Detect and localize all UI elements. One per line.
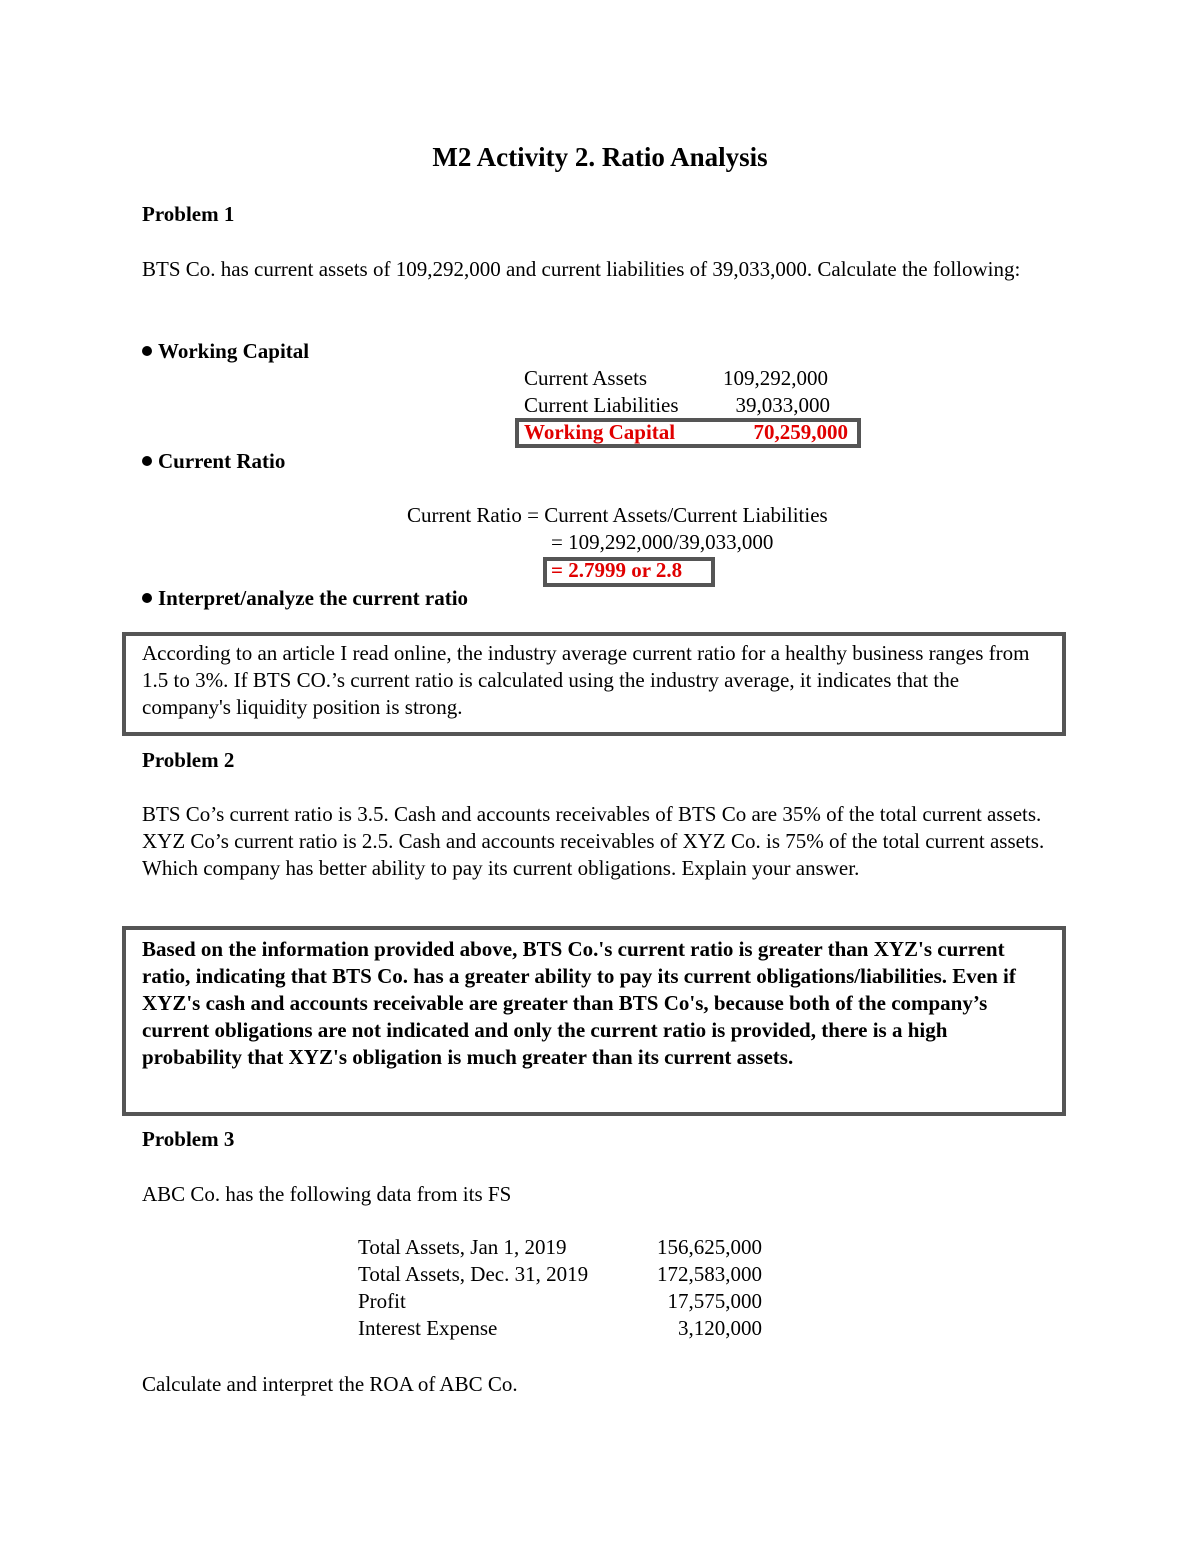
- bullet-label: Current Ratio: [158, 449, 286, 473]
- bullet-dot-icon: [142, 593, 152, 603]
- wc-result-row: [524, 420, 848, 446]
- problem-2-heading: Problem 2: [142, 748, 235, 772]
- bullet-label: Working Capital: [158, 339, 310, 363]
- wc-result-value: 70,259,000: [753, 420, 848, 444]
- roa-row-label: Total Assets, Dec. 31, 2019: [358, 1262, 589, 1286]
- roa-row-value: 172,583,000: [657, 1262, 762, 1286]
- cr-result: = 2.7999 or 2.8: [551, 558, 683, 582]
- bullet-working-capital: [142, 339, 309, 364]
- wc-assets-value: 109,292,000: [723, 366, 828, 390]
- roa-data-row: [358, 1262, 762, 1288]
- problem-2-answer: Based on the information provided above, BTS Co.'s current ratio is greater than XYZ's current ratio, indicating that BTS Co. has a greater ability to pay its current obligations/liabilities. Even if XYZ's cash and accounts receivable are greater than BTS Co's, because both of the company’s current obligations are not indicated and only the current ratio is provided, there is a high probability that XYZ's obligation is much greater than its current assets.: [142, 937, 1016, 1069]
- bullet-current-ratio: [142, 449, 285, 474]
- problem-1-statement: BTS Co. has current assets of 109,292,000 and current liabilities of 39,033,000. Calculate the following:: [142, 257, 1021, 281]
- roa-row-value: 17,575,000: [667, 1289, 762, 1313]
- cr-formula-line-1: Current Ratio = Current Assets/Current Liabilities: [407, 503, 828, 527]
- bullet-label: Interpret/analyze the current ratio: [158, 586, 469, 610]
- roa-row-label: Interest Expense: [358, 1316, 498, 1340]
- problem-2-statement: BTS Co’s current ratio is 3.5. Cash and accounts receivables of BTS Co are 35% of the total current assets. XYZ Co’s current ratio is 2.5. Cash and accounts receivables of XYZ Co. is 75% of the total current assets. Which company has better ability to pay its current obligations. Explain your answer.: [142, 802, 1045, 880]
- roa-row-label: Total Assets, Jan 1, 2019: [358, 1235, 567, 1259]
- bullet-interpret: [142, 586, 468, 611]
- problem-3-heading: Problem 3: [142, 1127, 235, 1151]
- roa-row-label: Profit: [358, 1289, 406, 1313]
- roa-data-row: [358, 1316, 762, 1342]
- bullet-dot-icon: [142, 456, 152, 466]
- cr-formula-line-2: = 109,292,000/39,033,000: [551, 530, 774, 554]
- roa-data-row: [358, 1235, 762, 1261]
- problem-3-question: Calculate and interpret the ROA of ABC Co.: [142, 1372, 518, 1396]
- problem-1-heading: Problem 1: [142, 202, 235, 226]
- wc-result-label: Working Capital: [524, 420, 676, 444]
- wc-row-assets: [524, 366, 830, 392]
- wc-assets-label: Current Assets: [524, 366, 648, 390]
- bullet-dot-icon: [142, 346, 152, 356]
- wc-liabilities-value: 39,033,000: [735, 393, 830, 417]
- wc-row-liabilities: [524, 393, 830, 419]
- roa-row-value: 156,625,000: [657, 1235, 762, 1259]
- roa-row-value: 3,120,000: [678, 1316, 762, 1340]
- problem-1-answer: According to an article I read online, the industry average current ratio for a healthy business ranges from 1.5 to 3%. If BTS CO.’s current ratio is calculated using the industry average, it indicates that the company's liquidity position is strong.: [142, 641, 1030, 719]
- wc-liabilities-label: Current Liabilities: [524, 393, 679, 417]
- roa-data-row: [358, 1289, 762, 1315]
- page-title: M2 Activity 2. Ratio Analysis: [432, 142, 768, 172]
- problem-3-statement: ABC Co. has the following data from its FS: [142, 1182, 512, 1206]
